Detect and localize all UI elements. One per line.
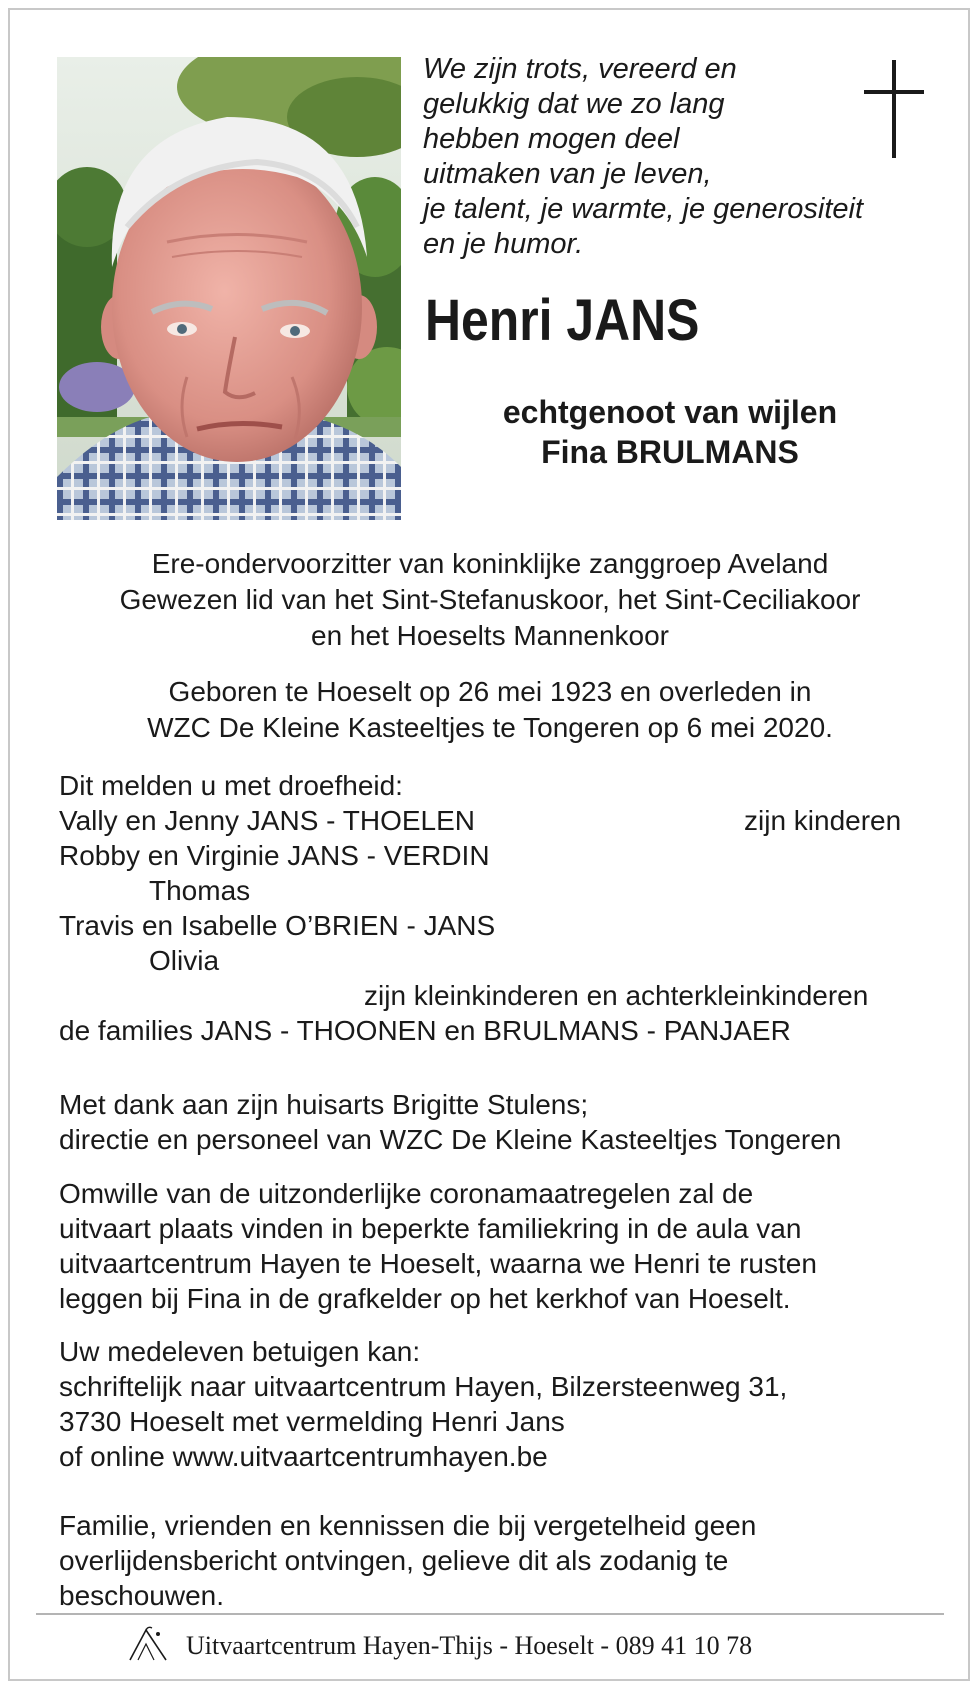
role-line: Gewezen lid van het Sint-Stefanuskoor, het Sint-Ceciliakoor [119, 584, 861, 615]
role-line: en het Hoeselts Mannenkoor [311, 620, 669, 651]
funeral-line: leggen bij Fina in de grafkelder op het kerkhof van Hoeselt. [59, 1283, 791, 1314]
notice-block [59, 1508, 939, 1613]
funeral-home-logo-icon [124, 1626, 172, 1666]
quote-line: je talent, je warmte, je generositeit [423, 193, 864, 225]
date-line: WZC De Kleine Kasteeltjes te Tongeren op 6 mei 2020. [147, 712, 833, 743]
deceased-name: Henri JANS [425, 288, 700, 353]
thanks-line: Met dank aan zijn huisarts Brigitte Stulens; [59, 1089, 589, 1120]
grandchildren-label: zijn kleinkinderen en achterkleinkinderen [364, 980, 869, 1011]
condolences-address: 3730 Hoeselt met vermelding Henri Jans [59, 1406, 565, 1437]
family-intro: Dit melden u met droefheid: [59, 770, 403, 801]
condolences-address: schriftelijk naar uitvaartcentrum Hayen, Bilzersteenweg 31, [59, 1371, 788, 1402]
grandchild-name: Thomas [149, 875, 251, 906]
quote-line: uitmaken van je leven, [423, 158, 712, 190]
children-label: zijn kinderen [744, 805, 902, 836]
cross-icon [864, 60, 924, 160]
date-line: Geboren te Hoeselt op 26 mei 1923 en overleden in [168, 676, 812, 707]
footer-text: Uitvaartcentrum Hayen-Thijs - Hoeselt - 089 41 10 78 [186, 1631, 753, 1660]
funeral-block [59, 1176, 939, 1316]
spouse-line: echtgenoot van wijlen [502, 394, 838, 430]
role-line: Ere-ondervoorzitter van koninklijke zanggroep Aveland [151, 548, 829, 579]
thanks-block [59, 1087, 939, 1157]
notice-line: overlijdensbericht ontvingen, gelieve dit als zodanig te [59, 1545, 729, 1576]
condolences-block [59, 1334, 939, 1474]
family-block [59, 768, 939, 1048]
spouse-block [420, 392, 920, 472]
notice-line: Familie, vrienden en kennissen die bij vergetelheid geen [59, 1510, 757, 1541]
children-row [59, 803, 939, 838]
children-names: Vally en Jenny JANS - THOELEN [59, 805, 476, 836]
condolences-website: of online www.uitvaartcentrumhayen.be [59, 1441, 548, 1472]
quote-line: hebben mogen deel [423, 123, 680, 155]
notice-line: beschouwen. [59, 1580, 225, 1611]
families-line: de families JANS - THOONEN en BRULMANS - PANJAER [59, 1015, 791, 1046]
roles-block [20, 546, 960, 654]
quote-line: We zijn trots, vereerd en [423, 53, 737, 85]
quote-line: en je humor. [423, 228, 584, 260]
children-names: Robby en Virginie JANS - VERDIN [59, 840, 490, 871]
children-names: Travis en Isabelle O’BRIEN - JANS [59, 910, 496, 941]
portrait-photo [57, 57, 401, 520]
quote-line: gelukkig dat we zo lang [423, 88, 725, 120]
spouse-name: Fina BRULMANS [541, 434, 799, 470]
funeral-line: Omwille van de uitzonderlijke coronamaatregelen zal de [59, 1178, 754, 1209]
dates-block [20, 674, 960, 746]
footer [124, 1626, 752, 1666]
footer-divider [36, 1613, 944, 1615]
condolences-line: Uw medeleven betuigen kan: [59, 1336, 421, 1367]
thanks-line: directie en personeel van WZC De Kleine Kasteeltjes Tongeren [59, 1124, 842, 1155]
funeral-line: uitvaartcentrum Hayen te Hoeselt, waarna we Henri te rusten [59, 1248, 817, 1279]
grandchild-name: Olivia [149, 945, 220, 976]
funeral-line: uitvaart plaats vinden in beperkte familiekring in de aula van [59, 1213, 802, 1244]
